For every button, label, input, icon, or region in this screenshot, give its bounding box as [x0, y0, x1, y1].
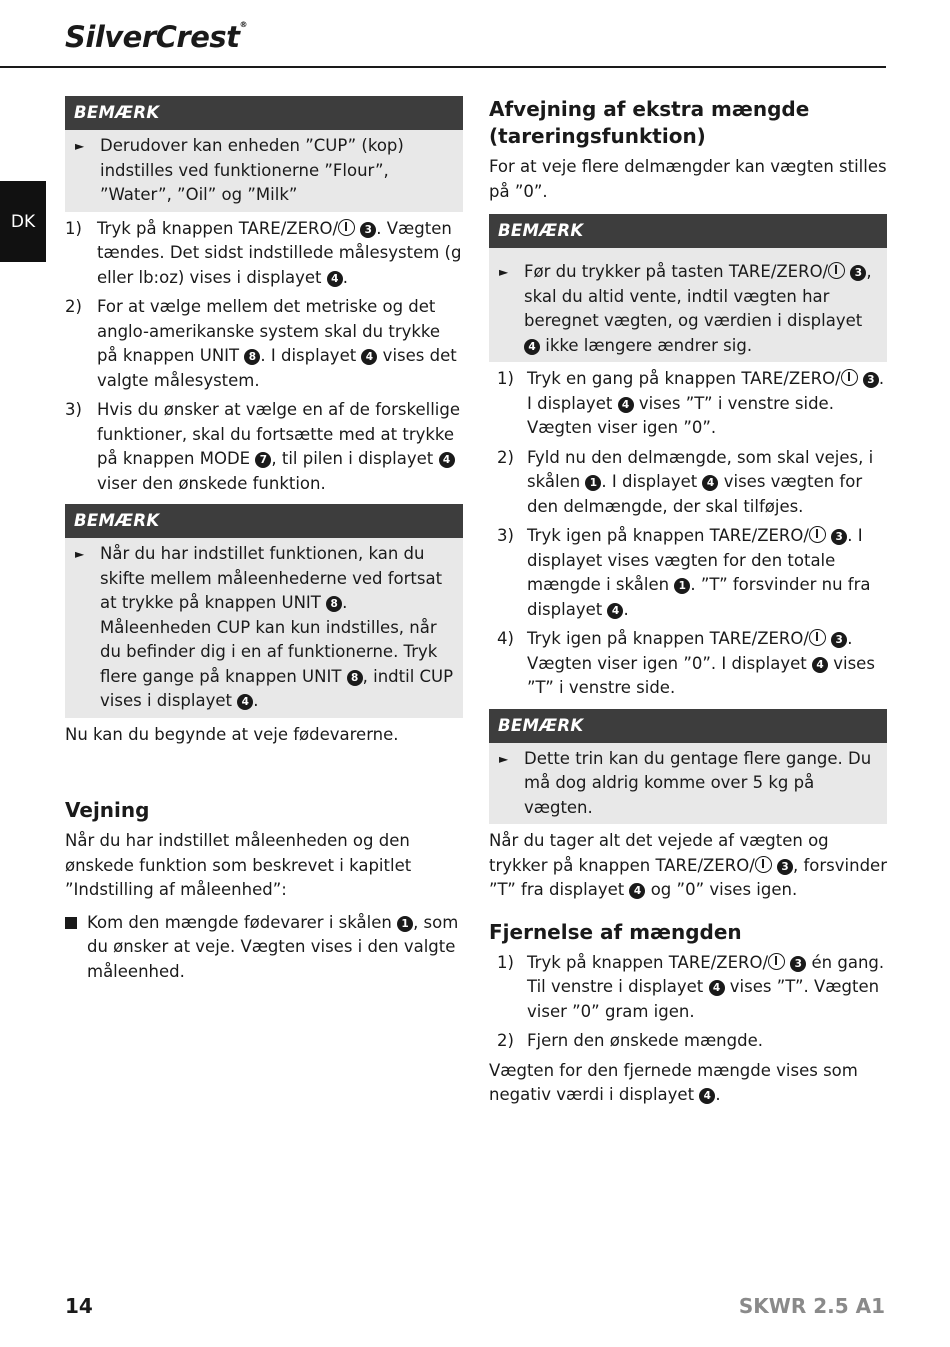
ref-number: 8	[326, 596, 342, 612]
note-box	[489, 214, 887, 362]
ref-number: 8	[347, 670, 363, 686]
step-item: 3) Tryk igen på knappen TARE/ZERO/ 3 . I displayet vises vægten for den totale mængde i skålen 1 . ”T” forsvinder nu fra displayet 4 .	[497, 526, 871, 619]
paragraph: For at veje flere delmængder kan vægten stilles på ”0”.	[489, 157, 887, 201]
arrow-icon: ►	[499, 751, 509, 766]
step-item: 2) Fyld nu den delmængde, som skal vejes, i skålen 1 . I displayet 4 vises vægten for den delmængde, der skal tilføjes.	[497, 447, 874, 516]
arrow-icon: ►	[499, 265, 509, 279]
power-icon	[841, 369, 858, 386]
language-tab: DK	[0, 181, 46, 262]
bullet-item: Kom den mængde fødevarer i skålen 1 , som du ønsker at veje. Vægten vises i den valgte måleenhed.	[65, 911, 463, 985]
ref-number: 3	[831, 632, 847, 648]
note-item: ► Når du har indstillet funktionen, kan du skifte mellem måleenhederne ved fortsat at trykke på knappen UNIT 8 . Måleenheden CUP kan kun indstilles, når du befinder dig i en af funktionerne. Tryk flere gange på knappen UNIT 8 , indtil CUP vises i displayet 4 .	[75, 542, 455, 714]
note-heading: BEMÆRK	[65, 96, 463, 130]
note-box	[489, 709, 887, 825]
ref-number: 3	[831, 529, 847, 545]
square-bullet-icon	[65, 917, 77, 929]
step-item: 4) Tryk igen på knappen TARE/ZERO/ 3 . Vægten viser igen ”0”. I displayet 4 vises ”T” i venstre side.	[497, 629, 875, 697]
ref-number: 1	[397, 916, 413, 932]
step-item: 2) For at vælge mellem det metriske og det anglo-amerikanske system skal du trykke på knappen UNIT 8 . I displayet 4 vises det valgte målesystem.	[65, 297, 457, 390]
ref-number: 1	[674, 578, 690, 594]
ref-number: 3	[863, 372, 879, 388]
power-icon	[809, 526, 826, 543]
page-number: 14	[65, 1294, 93, 1318]
section-heading: Vejning	[65, 798, 150, 822]
ref-number: 4	[702, 475, 718, 491]
ref-number: 4	[361, 349, 377, 365]
step-item: 2) Fjern den ønskede mængde.	[497, 1031, 763, 1050]
power-icon	[828, 262, 845, 279]
section-heading: Afvejning af ekstra mængde (tareringsfunktion)	[489, 97, 810, 148]
step-item: 3) Hvis du ønsker at vælge en af de forskellige funktioner, skal du fortsætte med at trykke på knappen MODE 7 , til pilen i displayet 4 viser den ønskede funktion.	[65, 400, 460, 493]
ref-number: 3	[777, 859, 793, 875]
ref-number: 7	[255, 452, 271, 468]
note-box	[65, 504, 463, 718]
ref-number: 3	[850, 265, 866, 281]
note-box	[65, 96, 463, 212]
ref-number: 4	[618, 397, 634, 413]
ref-number: 4	[439, 452, 455, 468]
note-item: ► Dette trin kan du gentage flere gange. Du må dog aldrig komme over 5 kg på vægten.	[499, 747, 879, 821]
brand-logo: SilverCrest®	[65, 20, 248, 54]
left-column	[65, 96, 463, 984]
note-heading: BEMÆRK	[489, 709, 887, 743]
ref-number: 8	[244, 349, 260, 365]
step-item: 1) Tryk på knappen TARE/ZERO/ 3 én gang. Til venstre i displayet 4 vises ”T”. Vægten viser ”0” gram igen.	[497, 952, 885, 1021]
arrow-icon: ►	[75, 547, 85, 561]
note-heading: BEMÆRK	[65, 504, 463, 538]
ref-number: 4	[812, 657, 828, 673]
ref-number: 3	[360, 222, 376, 238]
ref-number: 4	[524, 339, 540, 355]
ref-number: 4	[607, 603, 623, 619]
power-icon	[755, 856, 772, 873]
paragraph: Nu kan du begynde at veje fødevarerne.	[65, 724, 399, 744]
note-item: ► Før du trykker på tasten TARE/ZERO/ 3 , skal du altid vente, indtil vægten har beregnet vægten, og værdien i displayet 4 ikke længere ændrer sig.	[499, 260, 879, 358]
note-item: ► Derudover kan enheden ”CUP” (kop) indstilles ved funktionerne ”Flour”, ”Water”, ”Oil” og ”Milk”	[75, 134, 455, 208]
paragraph: Når du har indstillet måleenheden og den ønskede funktion som beskrevet i kapitlet ”Indstilling af måleenhed”:	[65, 831, 412, 899]
arrow-icon: ►	[75, 139, 85, 153]
step-item: 1) Tryk en gang på knappen TARE/ZERO/ 3 . I displayet 4 vises ”T” i venstre side. Vægten viser igen ”0”.	[497, 369, 885, 437]
ref-number: 1	[585, 475, 601, 491]
ref-number: 4	[237, 694, 253, 710]
power-icon	[338, 219, 355, 236]
power-icon	[809, 629, 826, 646]
ref-number: 4	[699, 1088, 715, 1104]
paragraph: Når du tager alt det vejede af vægten og trykker på knappen TARE/ZERO/ 3 , forsvinder ”T” fra displayet 4 og ”0” vises igen.	[489, 831, 887, 899]
note-heading: BEMÆRK	[489, 214, 887, 248]
ref-number: 4	[327, 271, 343, 287]
ref-number: 4	[629, 883, 645, 899]
step-item: 1) Tryk på knappen TARE/ZERO/ 3 . Vægten tændes. Det sidst indstillede målesystem (g eller lb:oz) vises i displayet 4 .	[65, 218, 462, 287]
paragraph: Vægten for den fjernede mængde vises som negativ værdi i displayet 4 .	[489, 1060, 858, 1104]
ref-number: 4	[709, 980, 725, 996]
ref-number: 3	[790, 956, 806, 972]
section-heading: Fjernelse af mængden	[489, 919, 742, 944]
right-column	[489, 96, 887, 1108]
power-icon	[768, 953, 785, 970]
model-number: SKWR 2.5 A1	[738, 1294, 885, 1318]
header-rule	[0, 66, 886, 68]
